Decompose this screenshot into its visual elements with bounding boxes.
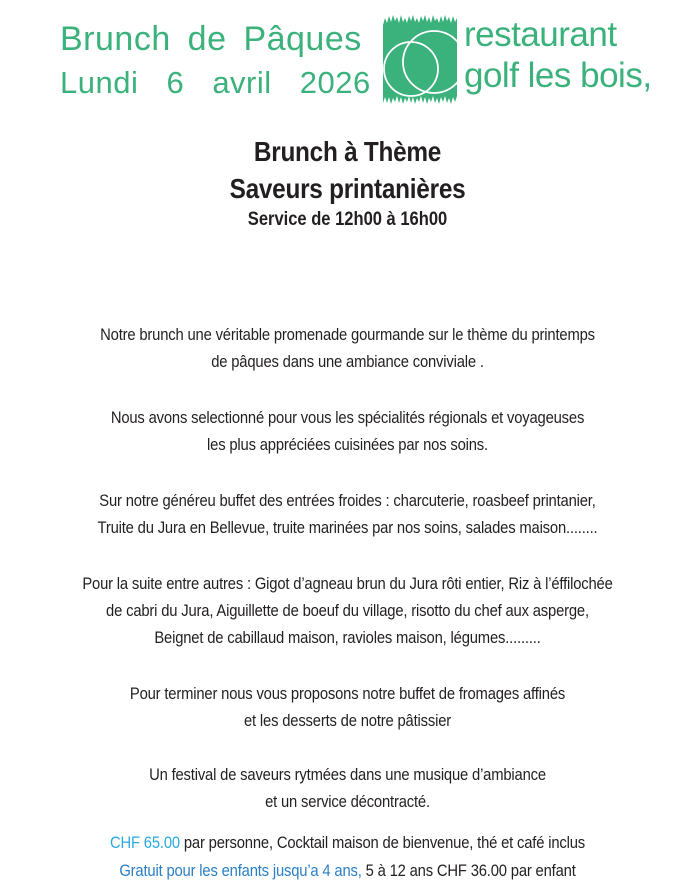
theme-title: Brunch à Thème (253, 136, 442, 167)
flyer-body (45, 133, 650, 885)
cheese-dessert-paragraph (45, 680, 650, 734)
ambiance-paragraph (45, 761, 650, 815)
selection-paragraph (45, 404, 650, 458)
logo-wordmark (464, 14, 652, 96)
paragraph-line: Nous avons selectionné pour vous les spécialités régionals et voyageuses (110, 408, 585, 427)
kids-price-details: 5 à 12 ans CHF 36.00 par enfant (361, 861, 576, 880)
paragraph-line: Un festival de saveurs rytmées dans une musique d’ambiance (149, 765, 546, 784)
paragraph-line: Beignet de cabillaud maison, ravioles maison, légumes......... (154, 628, 541, 647)
paragraph-line: Truite du Jura en Bellevue, truite marinées par nos soins, salades maison........ (97, 518, 598, 537)
paragraph-line: Pour la suite entre autres : Gigot d’agneau brun du Jura rôti entier, Riz à l’éffilochée (82, 574, 613, 593)
adult-price: CHF 65.00 (109, 833, 180, 852)
paragraph-line: et les desserts de notre pâtissier (243, 711, 452, 730)
paragraph-line: de pâques dans une ambiance conviviale . (211, 352, 484, 371)
kids-free-offer: Gratuit pour les enfants jusqu’a 4 ans, (119, 861, 362, 880)
menu-description (45, 321, 650, 885)
main-courses-paragraph (45, 570, 650, 651)
paragraph-line: Sur notre généreu buffet des entrées froides : charcuterie, roasbeef printanier, (99, 491, 596, 510)
pricing-block (45, 829, 650, 885)
paragraph-line: et un service décontracté. (265, 792, 430, 811)
paragraph-line: Notre brunch une véritable promenade gourmande sur le thème du printemps (100, 325, 595, 344)
adult-price-line (45, 829, 650, 857)
logo-wordmark-line1: restaurant (464, 15, 617, 54)
adult-price-details: par personne, Cocktail maison de bienvenue, thé et café inclus (179, 833, 585, 852)
service-hours: Service de 12h00 à 16h00 (247, 209, 448, 230)
kids-price-line (45, 857, 650, 885)
cold-buffet-paragraph (45, 487, 650, 541)
event-title: Brunch de Pâques (60, 20, 362, 58)
event-date: Lundi 6 avril 2026 (60, 65, 371, 100)
intro-paragraph (45, 321, 650, 375)
golf-les-bois-logo-icon (383, 13, 457, 107)
theme-subtitle: Saveurs printanières (229, 173, 466, 204)
logo-wordmark-line2: golf les bois, (464, 56, 652, 95)
paragraph-line: de cabri du Jura, Aiguillette de boeuf du village, risotto du chef aux asperge, (106, 601, 589, 620)
paragraph-line: Pour terminer nous vous proposons notre buffet de fromages affinés (129, 684, 566, 703)
paragraph-line: les plus appréciées cuisinées par nos soins. (207, 435, 488, 454)
event-header (60, 16, 371, 104)
